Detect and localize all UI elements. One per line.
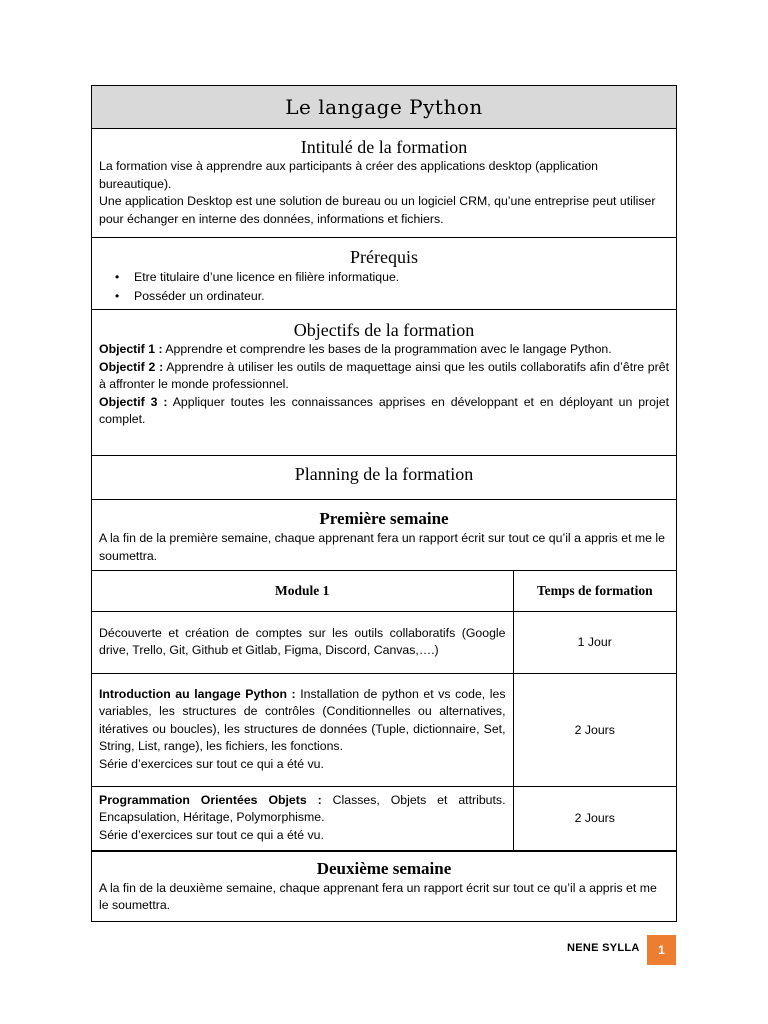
objectif-label: Objectif 1 : bbox=[99, 342, 163, 356]
objectif-item bbox=[92, 341, 676, 359]
table-row bbox=[92, 786, 676, 850]
objectif-label: Objectif 3 : bbox=[99, 394, 168, 409]
section-intitule bbox=[92, 129, 676, 238]
footer-author: NENE SYLLA bbox=[567, 942, 640, 954]
section-title-intitule: Intitulé de la formation bbox=[300, 137, 468, 157]
module-exercises: Série d’exercices sur tout ce qui a été vu. bbox=[99, 756, 324, 771]
column-header-module: Module 1 bbox=[92, 571, 513, 611]
objectif-text: Apprendre et comprendre les bases de la programmation avec le langage Python. bbox=[165, 342, 612, 356]
intitule-paragraph: La formation vise à apprendre aux participants à créer des applications desktop (application bureautique). bbox=[99, 159, 598, 191]
objectif-text: Appliquer toutes les connaissances apprises en développant et en déployant un projet complet. bbox=[99, 394, 669, 426]
modules-table bbox=[92, 571, 676, 851]
section-semaine-1 bbox=[92, 500, 676, 571]
intitule-paragraph: Une application Desktop est une solution de bureau ou un logiciel CRM, qu’une entreprise peut utiliser pour échanger en interne des données, informations et fichiers. bbox=[99, 194, 656, 226]
section-prerequis bbox=[92, 238, 676, 310]
module-description bbox=[92, 611, 513, 673]
module-duration: 2 Jours bbox=[513, 786, 676, 850]
page-number: 1 bbox=[647, 935, 676, 965]
list-item: • Posséder un ordinateur. bbox=[134, 287, 676, 306]
module-text: Installation de python et vs code, les variables, les structures de contrôles (Conditionnelles ou alternatives, itératives ou boucles), les structures de données (Tuple, dictionnaire, Set, String, List, range), les fichiers, les fonctions. bbox=[99, 686, 506, 754]
module-duration: 1 Jour bbox=[513, 611, 676, 673]
table-row bbox=[92, 673, 676, 786]
module-duration: 2 Jours bbox=[513, 673, 676, 786]
week-text: A la fin de la deuxième semaine, chaque apprenant fera un rapport écrit sur tout ce qu’il a appris et me le soumettra. bbox=[99, 880, 657, 912]
section-objectifs bbox=[92, 310, 676, 456]
week-title: Première semaine bbox=[319, 509, 449, 528]
module-title: Programmation Orientées Objets : bbox=[99, 792, 322, 807]
objectif-item bbox=[92, 394, 676, 429]
module-text: Classes, Objets et attributs. Encapsulation, Héritage, Polymorphisme. bbox=[99, 792, 506, 825]
column-header-temps: Temps de formation bbox=[513, 571, 676, 611]
module-description bbox=[92, 786, 513, 850]
page-title: Le langage Python bbox=[92, 86, 676, 129]
week-title: Deuxième semaine bbox=[316, 858, 452, 878]
week-text: A la fin de la première semaine, chaque apprenant fera un rapport écrit sur tout ce qu’il a appris et me le soumettra. bbox=[99, 531, 665, 563]
prerequis-list bbox=[92, 268, 676, 306]
section-title-planning: Planning de la formation bbox=[294, 464, 474, 484]
objectif-label: Objectif 2 : bbox=[99, 359, 164, 374]
objectif-item bbox=[92, 359, 676, 394]
table-row bbox=[92, 611, 676, 673]
section-planning bbox=[92, 456, 676, 500]
module-text: Découverte et création de comptes sur les outils collaboratifs (Google drive, Trello, Git, Github et Gitlab, Figma, Discord, Canvas,….) bbox=[99, 625, 506, 657]
module-title: Introduction au langage Python : bbox=[99, 686, 296, 701]
section-semaine-2 bbox=[92, 851, 676, 921]
document-table bbox=[91, 85, 677, 922]
section-title-prerequis: Prérequis bbox=[350, 247, 418, 267]
table-header-row bbox=[92, 571, 676, 611]
module-exercises: Série d’exercices sur tout ce qui a été vu. bbox=[99, 827, 324, 842]
objectif-text: Apprendre à utiliser les outils de maquettage ainsi que les outils collaboratifs afin d’être prêt à affronter le monde professionnel. bbox=[99, 359, 669, 391]
list-item: • Etre titulaire d’une licence en filière informatique. bbox=[134, 268, 676, 287]
section-title-objectifs: Objectifs de la formation bbox=[293, 320, 475, 340]
module-description bbox=[92, 673, 513, 786]
